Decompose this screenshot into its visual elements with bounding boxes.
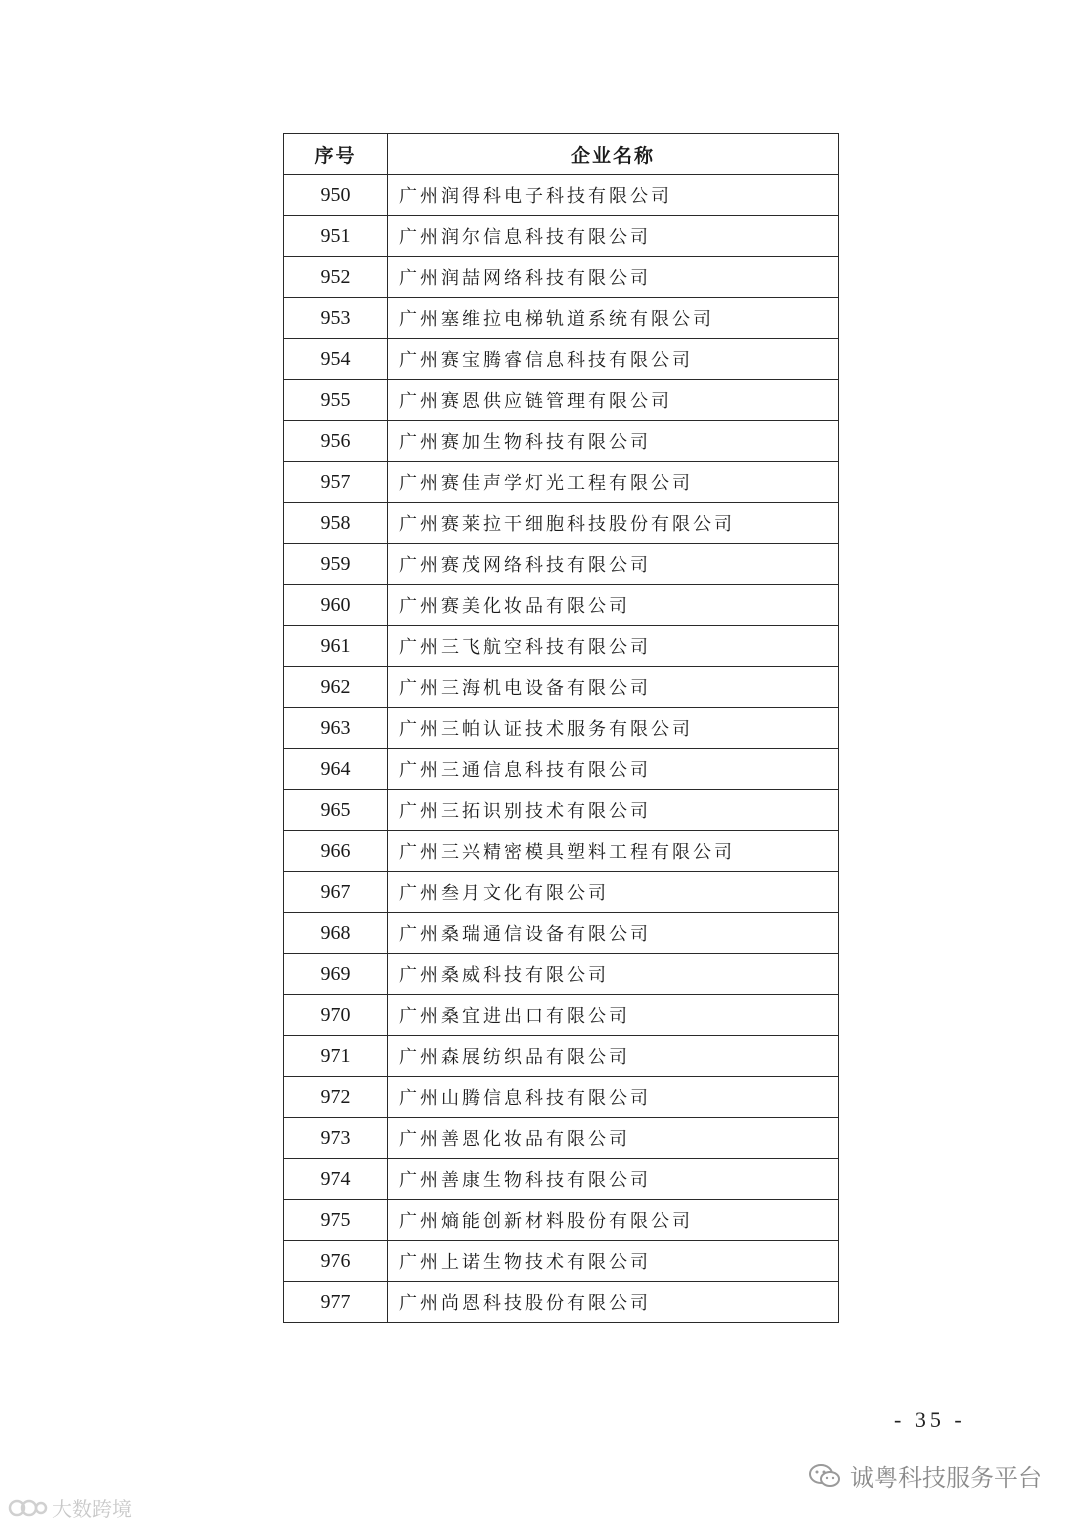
- table-row: [284, 421, 839, 462]
- row-index: 955: [284, 380, 388, 421]
- row-index: 960: [284, 585, 388, 626]
- table-row: [284, 1200, 839, 1241]
- row-index: 964: [284, 749, 388, 790]
- row-index: 971: [284, 1036, 388, 1077]
- table-row: [284, 1282, 839, 1323]
- table-row: [284, 1077, 839, 1118]
- table-row: [284, 216, 839, 257]
- table-row: [284, 1241, 839, 1282]
- row-index: 962: [284, 667, 388, 708]
- row-index: 952: [284, 257, 388, 298]
- table-row: [284, 1036, 839, 1077]
- table-row: [284, 175, 839, 216]
- row-index: 973: [284, 1118, 388, 1159]
- row-company-name: 广州润喆网络科技有限公司: [388, 257, 839, 298]
- table-row: [284, 585, 839, 626]
- row-index: 970: [284, 995, 388, 1036]
- table-row: [284, 790, 839, 831]
- row-company-name: 广州善康生物科技有限公司: [388, 1159, 839, 1200]
- row-company-name: 广州赛美化妆品有限公司: [388, 585, 839, 626]
- table-row: [284, 380, 839, 421]
- row-company-name: 广州三帕认证技术服务有限公司: [388, 708, 839, 749]
- table-row: [284, 1118, 839, 1159]
- table-row: [284, 913, 839, 954]
- table-row: [284, 749, 839, 790]
- row-company-name: 广州赛加生物科技有限公司: [388, 421, 839, 462]
- row-company-name: 广州桑威科技有限公司: [388, 954, 839, 995]
- table-row: [284, 708, 839, 749]
- row-index: 954: [284, 339, 388, 380]
- row-index: 969: [284, 954, 388, 995]
- row-company-name: 广州森展纺织品有限公司: [388, 1036, 839, 1077]
- row-company-name: 广州尚恩科技股份有限公司: [388, 1282, 839, 1323]
- row-index: 957: [284, 462, 388, 503]
- row-company-name: 广州润得科电子科技有限公司: [388, 175, 839, 216]
- row-company-name: 广州桑瑞通信设备有限公司: [388, 913, 839, 954]
- wechat-icon: [808, 1463, 842, 1489]
- table-row: [284, 503, 839, 544]
- row-company-name: 广州赛茂网络科技有限公司: [388, 544, 839, 585]
- row-index: 958: [284, 503, 388, 544]
- watermark-logo: [8, 1493, 132, 1522]
- row-index: 950: [284, 175, 388, 216]
- row-company-name: 广州山腾信息科技有限公司: [388, 1077, 839, 1118]
- row-company-name: 广州三拓识别技术有限公司: [388, 790, 839, 831]
- table-row: [284, 339, 839, 380]
- row-index: 966: [284, 831, 388, 872]
- table-row: [284, 667, 839, 708]
- row-company-name: 广州三飞航空科技有限公司: [388, 626, 839, 667]
- watermark-logo-text: 大数跨境: [52, 1497, 132, 1521]
- table-row: [284, 626, 839, 667]
- logo-icon: [8, 1497, 48, 1519]
- table-row: [284, 954, 839, 995]
- row-index: 956: [284, 421, 388, 462]
- row-company-name: 广州赛宝腾睿信息科技有限公司: [388, 339, 839, 380]
- header-name: 企业名称: [388, 134, 839, 175]
- row-index: 959: [284, 544, 388, 585]
- row-company-name: 广州三海机电设备有限公司: [388, 667, 839, 708]
- row-index: 968: [284, 913, 388, 954]
- table-header-row: [284, 134, 839, 175]
- row-index: 974: [284, 1159, 388, 1200]
- row-company-name: 广州润尔信息科技有限公司: [388, 216, 839, 257]
- table-row: [284, 872, 839, 913]
- row-index: 972: [284, 1077, 388, 1118]
- table-row: [284, 544, 839, 585]
- table-body: [284, 175, 839, 1323]
- row-company-name: 广州赛佳声学灯光工程有限公司: [388, 462, 839, 503]
- header-index: 序号: [284, 134, 388, 175]
- row-index: 951: [284, 216, 388, 257]
- table-row: [284, 257, 839, 298]
- page-number: - 35 -: [894, 1407, 966, 1432]
- row-index: 963: [284, 708, 388, 749]
- row-index: 965: [284, 790, 388, 831]
- table-row: [284, 1159, 839, 1200]
- row-company-name: 广州塞维拉电梯轨道系统有限公司: [388, 298, 839, 339]
- row-index: 975: [284, 1200, 388, 1241]
- row-index: 961: [284, 626, 388, 667]
- row-index: 976: [284, 1241, 388, 1282]
- row-company-name: 广州赛恩供应链管理有限公司: [388, 380, 839, 421]
- row-company-name: 广州三通信息科技有限公司: [388, 749, 839, 790]
- row-company-name: 广州叁月文化有限公司: [388, 872, 839, 913]
- row-company-name: 广州桑宜进出口有限公司: [388, 995, 839, 1036]
- row-company-name: 广州上诺生物技术有限公司: [388, 1241, 839, 1282]
- row-company-name: 广州善恩化妆品有限公司: [388, 1118, 839, 1159]
- row-company-name: 广州赛莱拉干细胞科技股份有限公司: [388, 503, 839, 544]
- table-row: [284, 462, 839, 503]
- row-index: 977: [284, 1282, 388, 1323]
- watermark-wechat: [808, 1458, 1042, 1493]
- row-company-name: 广州熵能创新材料股份有限公司: [388, 1200, 839, 1241]
- row-company-name: 广州三兴精密模具塑料工程有限公司: [388, 831, 839, 872]
- row-index: 953: [284, 298, 388, 339]
- watermark-wechat-text: 诚粤科技服务平台: [850, 1464, 1042, 1492]
- row-index: 967: [284, 872, 388, 913]
- table-row: [284, 831, 839, 872]
- enterprise-table: [283, 133, 839, 1323]
- table-row: [284, 995, 839, 1036]
- table-row: [284, 298, 839, 339]
